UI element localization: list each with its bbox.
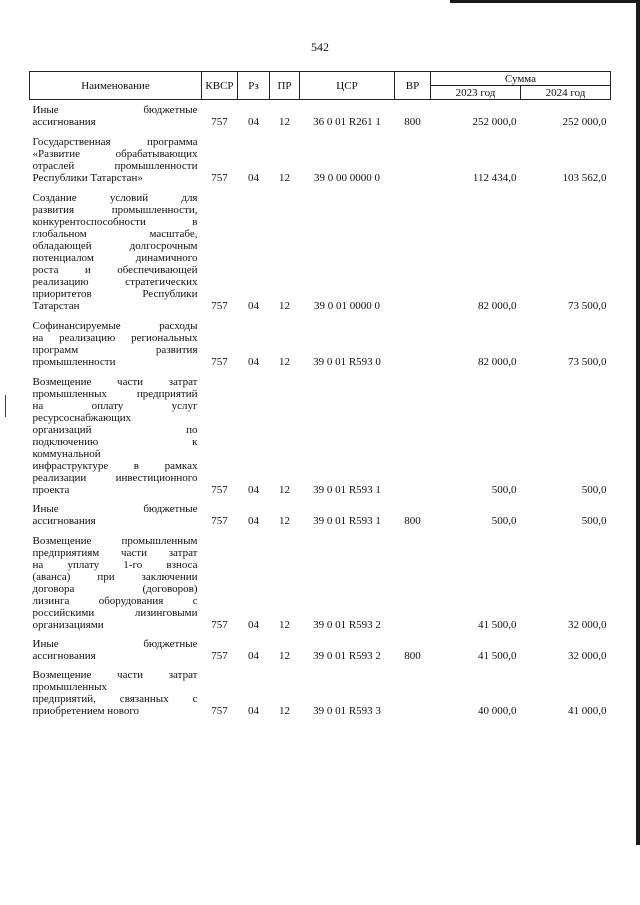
- row-name-line: предприятий, связанных с: [32, 693, 198, 705]
- row-amount-2024: 500,0: [581, 484, 607, 496]
- row-amount-2023: 252 000,0: [472, 116, 517, 128]
- table-row: [30, 187, 611, 315]
- row-vr: [395, 131, 431, 187]
- row-name-line: потенциалом динамичного: [32, 252, 198, 264]
- row-name-line: Республики Татарстан»: [32, 172, 143, 184]
- row-amount-2023: 40 000,0: [478, 705, 517, 717]
- row-name: [30, 100, 202, 132]
- row-name-line: реализацию стратегических: [32, 276, 198, 288]
- row-name-line: (аванса) при заключении: [32, 571, 198, 583]
- row-vr: 800: [404, 650, 421, 662]
- row-amount-2024: 41 000,0: [568, 705, 607, 717]
- row-rz: 04: [248, 300, 259, 312]
- row-pr: 12: [279, 356, 290, 368]
- row-name-line: Возмещение части затрат: [32, 669, 198, 681]
- row-name-line: глобальном масштабе,: [32, 228, 198, 240]
- row-name: [30, 634, 202, 665]
- row-name-line: Иные бюджетные: [32, 503, 198, 515]
- row-name-line: организаций по: [32, 424, 198, 436]
- table-row: [30, 315, 611, 371]
- row-name-line: ресурсоснабжающих: [32, 412, 132, 424]
- row-name-line: реализации инвестиционного: [32, 472, 198, 484]
- row-name-line: на уплату 1-го взноса: [32, 559, 198, 571]
- row-amount-2023: 41 500,0: [478, 619, 517, 631]
- row-name-line: российскими лизинговыми: [32, 607, 198, 619]
- row-vr: 800: [404, 515, 421, 527]
- row-pr: 12: [279, 650, 290, 662]
- row-name-line: подключению к: [32, 436, 198, 448]
- row-name-line: приоритетов Республики: [32, 288, 198, 300]
- row-pr: 12: [279, 515, 290, 527]
- row-csr: 39 0 01 0000 0: [314, 300, 380, 312]
- row-kvsr: 757: [211, 650, 228, 662]
- row-name-line: программ развития: [32, 344, 198, 356]
- row-name-line: развития промышленности,: [32, 204, 198, 216]
- row-kvsr: 757: [211, 619, 228, 631]
- row-name-line: ассигнования: [32, 515, 96, 527]
- row-rz: 04: [248, 650, 259, 662]
- row-name-line: предприятиям части затрат: [32, 547, 198, 559]
- row-kvsr: 757: [211, 515, 228, 527]
- row-pr: 12: [279, 619, 290, 631]
- row-rz: 04: [248, 356, 259, 368]
- row-vr: [395, 315, 431, 371]
- header-pr: ПР: [270, 72, 300, 100]
- row-rz: 04: [248, 705, 259, 717]
- row-pr: 12: [279, 484, 290, 496]
- row-csr: 39 0 01 R593 1: [313, 484, 381, 496]
- row-name-line: Возмещение части затрат: [32, 376, 198, 388]
- row-name-line: организациями: [32, 619, 104, 631]
- table-row: [30, 634, 611, 665]
- row-name: [30, 315, 202, 371]
- row-name-line: Татарстан: [32, 300, 80, 312]
- row-vr: 800: [404, 116, 421, 128]
- row-pr: 12: [279, 705, 290, 717]
- row-kvsr: 757: [211, 484, 228, 496]
- row-pr: 12: [279, 116, 290, 128]
- row-name-line: проекта: [32, 484, 70, 496]
- table-row: [30, 131, 611, 187]
- row-name-line: Софинансируемые расходы: [32, 320, 198, 332]
- row-kvsr: 757: [211, 116, 228, 128]
- header-name: Наименование: [30, 72, 202, 100]
- row-name-line: промышленных: [32, 681, 108, 693]
- row-kvsr: 757: [211, 172, 228, 184]
- row-amount-2024: 103 562,0: [562, 172, 607, 184]
- row-name: [30, 371, 202, 499]
- row-name: [30, 499, 202, 530]
- row-amount-2024: 32 000,0: [568, 650, 607, 662]
- row-name-line: Государственная программа: [32, 136, 198, 148]
- row-vr: [395, 665, 431, 720]
- table-row: [30, 100, 611, 132]
- row-name-line: коммунальной: [32, 448, 101, 460]
- row-vr: [395, 530, 431, 634]
- row-name-line: договора (договоров): [32, 583, 198, 595]
- row-name-line: роста и обеспечивающей: [32, 264, 198, 276]
- row-name-line: на реализацию региональных: [32, 332, 198, 344]
- row-amount-2024: 500,0: [581, 515, 607, 527]
- header-year-2024: 2024 год: [521, 86, 611, 100]
- row-rz: 04: [248, 484, 259, 496]
- row-name-line: приобретением нового: [32, 705, 140, 717]
- row-amount-2023: 82 000,0: [478, 356, 517, 368]
- row-amount-2024: 32 000,0: [568, 619, 607, 631]
- row-amount-2023: 500,0: [491, 484, 517, 496]
- row-name-line: Создание условий для: [32, 192, 198, 204]
- row-amount-2023: 500,0: [491, 515, 517, 527]
- row-name: [30, 187, 202, 315]
- row-name-line: «Развитие обрабатывающих: [32, 148, 198, 160]
- row-csr: 39 0 01 R593 0: [313, 356, 381, 368]
- row-csr: 36 0 01 R261 1: [313, 116, 381, 128]
- table-header: [30, 72, 611, 100]
- row-name: [30, 665, 202, 720]
- row-csr: 39 0 01 R593 1: [313, 515, 381, 527]
- row-vr: [395, 187, 431, 315]
- table-row: [30, 499, 611, 530]
- scan-artifact-mark: [5, 395, 6, 417]
- row-csr: 39 0 01 R593 3: [313, 705, 381, 717]
- row-csr: 39 0 01 R593 2: [313, 650, 381, 662]
- row-name-line: инфраструктуре в рамках: [32, 460, 198, 472]
- row-csr: 39 0 00 0000 0: [314, 172, 380, 184]
- scan-border-top: [450, 0, 640, 3]
- row-rz: 04: [248, 515, 259, 527]
- header-year-2023: 2023 год: [431, 86, 521, 100]
- row-name-line: конкурентоспособности в: [32, 216, 198, 228]
- row-name-line: Иные бюджетные: [32, 104, 198, 116]
- header-csr: ЦСР: [300, 72, 395, 100]
- row-amount-2023: 82 000,0: [478, 300, 517, 312]
- row-name-line: промышленности: [32, 356, 116, 368]
- page-number: 542: [311, 40, 329, 54]
- row-rz: 04: [248, 619, 259, 631]
- row-amount-2024: 252 000,0: [562, 116, 607, 128]
- table-body: [30, 100, 611, 721]
- row-name-line: на оплату услуг: [32, 400, 198, 412]
- table-row: [30, 530, 611, 634]
- header-vr: ВР: [395, 72, 431, 100]
- row-name-line: промышленных предприятий: [32, 388, 198, 400]
- row-rz: 04: [248, 172, 259, 184]
- row-amount-2023: 41 500,0: [478, 650, 517, 662]
- row-name-line: обладающей долгосрочным: [32, 240, 198, 252]
- row-name: [30, 131, 202, 187]
- header-sum: Сумма: [431, 72, 611, 86]
- header-kvsr: КВСР: [202, 72, 238, 100]
- row-csr: 39 0 01 R593 2: [313, 619, 381, 631]
- row-name-line: Иные бюджетные: [32, 638, 198, 650]
- row-kvsr: 757: [211, 705, 228, 717]
- header-rz: Рз: [238, 72, 270, 100]
- budget-table: [29, 71, 611, 720]
- table-row: [30, 371, 611, 499]
- row-pr: 12: [279, 172, 290, 184]
- row-name-line: лизинга оборудования с: [32, 595, 198, 607]
- table-row: [30, 665, 611, 720]
- row-amount-2023: 112 434,0: [472, 172, 517, 184]
- row-name-line: ассигнования: [32, 116, 96, 128]
- row-name-line: ассигнования: [32, 650, 96, 662]
- row-name-line: Возмещение промышленным: [32, 535, 198, 547]
- row-amount-2024: 73 500,0: [568, 356, 607, 368]
- row-name: [30, 530, 202, 634]
- row-name-line: отраслей промышленности: [32, 160, 198, 172]
- row-amount-2024: 73 500,0: [568, 300, 607, 312]
- row-kvsr: 757: [211, 300, 228, 312]
- row-rz: 04: [248, 116, 259, 128]
- row-kvsr: 757: [211, 356, 228, 368]
- row-vr: [395, 371, 431, 499]
- row-pr: 12: [279, 300, 290, 312]
- scan-border-right: [636, 0, 640, 845]
